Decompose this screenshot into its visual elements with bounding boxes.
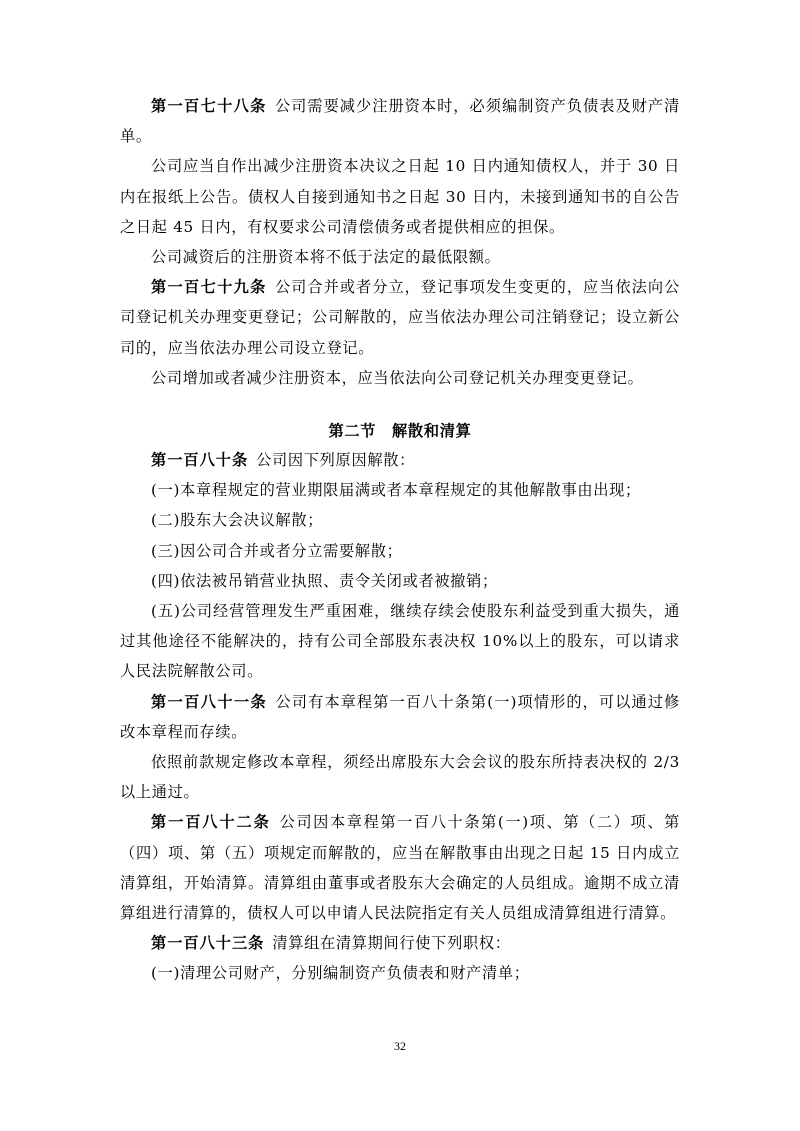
document-page (120, 91, 680, 989)
list-item: (一)本章程规定的营业期限届满或者本章程规定的其他解散事由出现； (151, 481, 641, 500)
article-number: 第一百八十二条 (151, 813, 271, 832)
article-182 (120, 807, 680, 928)
list-item: (四)依法被吊销营业执照、责令关闭或者被撤销； (151, 571, 498, 590)
article-number: 第一百七十八条 (151, 97, 267, 115)
article-text: 公司有本章程第一百八十条第(一)项情形的，可以通过修改本章程而存续。 (120, 692, 681, 741)
list-item: (三)因公司合并或者分立需要解散； (151, 541, 403, 560)
paragraph: 依照前款规定修改本章程，须经出席股东大会会议的股东所持表决权的 2/3 以上通过。 (120, 753, 680, 802)
article-180 (120, 445, 680, 475)
article-text: 公司需要减少注册资本时，必须编制资产负债表及财产清单。 (120, 97, 680, 146)
article-text: 清算组在清算期间行使下列职权： (272, 934, 511, 953)
article-181 (120, 687, 680, 747)
article-183 (120, 928, 680, 958)
paragraph: 公司应当自作出减少注册资本决议之日起 10 日内通知债权人，并于 30 日内在报纸上公告。债权人自接到通知书之日起 30 日内，未接到通知书的自公告之日起 45 日内，有权要求公司清偿债务或者提供相应的担保。 (120, 157, 680, 236)
article-number: 第一百八十一条 (151, 692, 268, 711)
page-number: 32 (394, 1039, 406, 1053)
list-item: (五)公司经营管理发生严重困难，继续存续会使股东利益受到重大损失，通过其他途径不能解决的，持有公司全部股东表决权 10%以上的股东，可以请求人民法院解散公司。 (120, 602, 680, 681)
article-text: 公司因本章程第一百八十条第(一)项、第（二）项、第（四）项、第（五）项规定而解散的，应当在解散事由出现之日起 15 日内成立清算组，开始清算。清算组由董事或者股东大会确定的人员组成。逾期不成立清算组进行清算的，债权人可以申请人民法院指定有关人员组成清算组进行清算。 (120, 813, 681, 923)
list-item: (一)清理公司财产，分别编制资产负债表和财产清单； (151, 964, 530, 983)
article-number: 第一百七十九条 (151, 278, 267, 297)
article-number: 第一百八十三条 (151, 934, 265, 953)
article-number: 第一百八十条 (151, 451, 249, 470)
section-heading: 第二节 解散和清算 (328, 422, 472, 441)
paragraph: 公司增加或者减少注册资本，应当依法向公司登记机关办理变更登记。 (151, 368, 644, 387)
list-item: (二)股东大会决议解散； (151, 511, 324, 530)
article-text: 公司合并或者分立，登记事项发生变更的，应当依法向公司登记机关办理变更登记；公司解散的，应当依法办理公司注销登记；设立新公司的，应当依法办理公司设立登记。 (120, 278, 680, 357)
article-179 (120, 272, 680, 363)
article-178 (120, 91, 680, 151)
paragraph: 公司减资后的注册资本将不低于法定的最低限额。 (151, 248, 501, 267)
article-text: 公司因下列原因解散： (256, 451, 415, 470)
